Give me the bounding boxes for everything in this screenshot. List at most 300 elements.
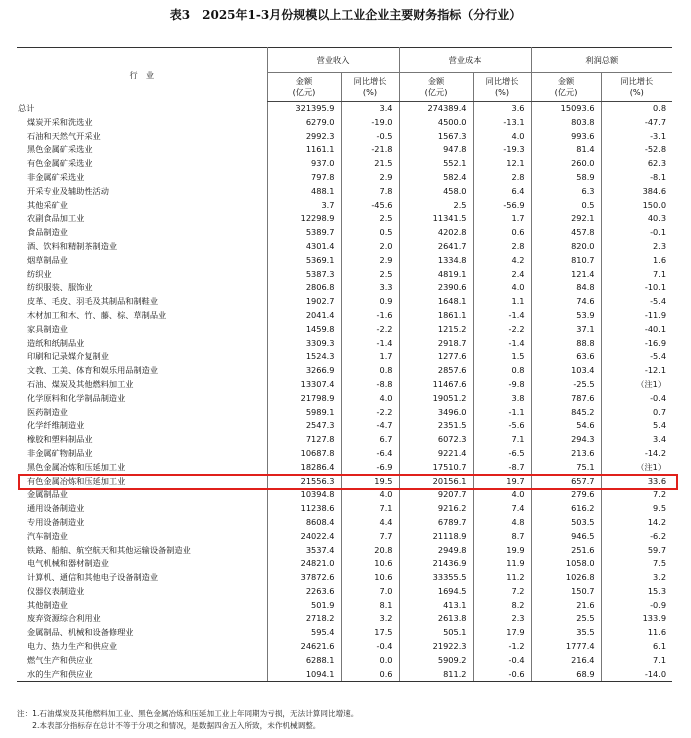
value-cell: 0.8: [601, 102, 672, 116]
value-cell: 946.5: [531, 530, 601, 544]
value-cell: （注1）: [601, 378, 672, 392]
value-cell: 5909.2: [399, 654, 473, 668]
value-cell: -40.1: [601, 323, 672, 337]
value-cell: 8.1: [341, 599, 399, 613]
industry-header: 行 业: [129, 69, 155, 80]
industry-name-cell: 橡胶和塑料制品业: [27, 434, 93, 445]
value-cell: 10.6: [341, 571, 399, 585]
value-cell: 2949.8: [399, 544, 473, 558]
table-row: [17, 337, 672, 351]
table-row: [17, 143, 672, 157]
value-cell: 88.8: [531, 337, 601, 351]
value-cell: 19.9: [473, 544, 531, 558]
value-cell: 1058.0: [531, 557, 601, 571]
value-cell: 2263.6: [267, 585, 341, 599]
value-cell: 797.8: [267, 171, 341, 185]
industry-name-cell: 石油和天然气开采业: [27, 130, 101, 141]
value-cell: 7.0: [341, 585, 399, 599]
profit-header: 利润总额: [531, 48, 672, 73]
industry-name-cell: 文教、工美、体育和娱乐用品制造业: [27, 365, 159, 376]
value-cell: 11.9: [473, 557, 531, 571]
value-cell: 54.6: [531, 419, 601, 433]
value-cell: 294.3: [531, 433, 601, 447]
value-cell: 1026.8: [531, 571, 601, 585]
value-cell: 40.3: [601, 212, 672, 226]
table-row: [17, 475, 672, 489]
value-cell: 24022.4: [267, 530, 341, 544]
table-row: [17, 281, 672, 295]
industry-name-cell: 黑色金属矿采选业: [27, 144, 93, 155]
value-cell: -19.0: [341, 116, 399, 130]
table-row: [17, 488, 672, 502]
value-cell: 6279.0: [267, 116, 341, 130]
value-cell: 1277.6: [399, 350, 473, 364]
value-cell: 6288.1: [267, 654, 341, 668]
value-cell: 4.0: [341, 392, 399, 406]
value-cell: 458.0: [399, 185, 473, 199]
table-row: [17, 419, 672, 433]
value-cell: 2.5: [341, 212, 399, 226]
table-row: [17, 171, 672, 185]
value-cell: 811.2: [399, 668, 473, 682]
value-cell: -8.1: [601, 171, 672, 185]
value-cell: 1.6: [601, 254, 672, 268]
industry-name-cell: 非金属矿物制品业: [27, 447, 93, 458]
value-cell: 2918.7: [399, 337, 473, 351]
value-cell: 1567.3: [399, 130, 473, 144]
value-cell: 2.5: [399, 199, 473, 213]
value-cell: -0.6: [473, 668, 531, 682]
value-cell: 3.6: [473, 102, 531, 116]
value-cell: 937.0: [267, 157, 341, 171]
value-cell: 59.7: [601, 544, 672, 558]
table-row: [17, 392, 672, 406]
table-row: [17, 295, 672, 309]
value-cell: 11238.6: [267, 502, 341, 516]
value-cell: 1694.5: [399, 585, 473, 599]
value-cell: 21798.9: [267, 392, 341, 406]
value-cell: 4301.4: [267, 240, 341, 254]
industry-name-cell: 专用设备制造业: [27, 516, 85, 527]
value-cell: 4.0: [473, 488, 531, 502]
value-cell: 2.3: [601, 240, 672, 254]
table-row: [17, 530, 672, 544]
value-cell: 11341.5: [399, 212, 473, 226]
value-cell: 63.6: [531, 350, 601, 364]
value-cell: 21118.9: [399, 530, 473, 544]
value-cell: 7.7: [341, 530, 399, 544]
industry-name-cell: 开采专业及辅助性活动: [27, 185, 109, 196]
value-cell: 3.2: [341, 612, 399, 626]
value-cell: 1094.1: [267, 668, 341, 682]
table-row: [17, 433, 672, 447]
table-row: [17, 323, 672, 337]
value-cell: 4.0: [473, 281, 531, 295]
value-cell: -45.6: [341, 199, 399, 213]
industry-name-cell: 有色金属冶炼和压延加工业: [27, 475, 126, 486]
value-cell: 0.8: [341, 364, 399, 378]
table-row: [17, 585, 672, 599]
value-cell: 37872.6: [267, 571, 341, 585]
value-cell: 62.3: [601, 157, 672, 171]
industry-name-cell: 纺织服装、服饰业: [27, 282, 93, 293]
table-row: [17, 640, 672, 654]
value-cell: -2.2: [341, 323, 399, 337]
value-cell: 1.5: [473, 350, 531, 364]
table-row: [17, 599, 672, 613]
value-cell: 37.1: [531, 323, 601, 337]
table-row: [17, 268, 672, 282]
revenue-amount-header: 金额 (亿元): [267, 73, 341, 102]
cost-amount-header: 金额 (亿元): [399, 73, 473, 102]
value-cell: 582.4: [399, 171, 473, 185]
table-row: [17, 654, 672, 668]
value-cell: -6.5: [473, 447, 531, 461]
value-cell: 3496.0: [399, 406, 473, 420]
industry-name-cell: 石油、煤炭及其他燃料加工业: [27, 378, 134, 389]
industry-name-cell: 计算机、通信和其他电子设备制造业: [27, 572, 159, 583]
table-row: [17, 626, 672, 640]
table-row: [17, 102, 672, 116]
value-cell: -8.7: [473, 461, 531, 475]
value-cell: 17.9: [473, 626, 531, 640]
value-cell: 6072.3: [399, 433, 473, 447]
table-row: [17, 254, 672, 268]
value-cell: 3.3: [341, 281, 399, 295]
industry-name-cell: 木材加工和木、竹、藤、棕、草制品业: [27, 309, 167, 320]
value-cell: 1.7: [341, 350, 399, 364]
industry-name-cell: 其他采矿业: [27, 199, 68, 210]
table-row: [17, 157, 672, 171]
value-cell: 503.5: [531, 516, 601, 530]
value-cell: 803.8: [531, 116, 601, 130]
value-cell: 21436.9: [399, 557, 473, 571]
value-cell: -1.2: [473, 640, 531, 654]
value-cell: 150.0: [601, 199, 672, 213]
industry-name-cell: 皮革、毛皮、羽毛及其制品和制鞋业: [27, 296, 159, 307]
value-cell: 1334.8: [399, 254, 473, 268]
table-row: [17, 516, 672, 530]
value-cell: 21.5: [341, 157, 399, 171]
value-cell: 616.2: [531, 502, 601, 516]
revenue-growth-header: 同比增长 (%): [341, 73, 399, 102]
value-cell: 21922.3: [399, 640, 473, 654]
table-row: [17, 612, 672, 626]
value-cell: 6.1: [601, 640, 672, 654]
value-cell: 4500.0: [399, 116, 473, 130]
value-cell: 0.7: [601, 406, 672, 420]
value-cell: 3.8: [473, 392, 531, 406]
value-cell: 24821.0: [267, 557, 341, 571]
note-2: 2.本表部分指标存在总计不等于分项之和情况，是数据四舍五入所致，未作机械调整。: [17, 721, 321, 730]
table-row: [17, 502, 672, 516]
value-cell: 20156.1: [399, 475, 473, 489]
value-cell: 11.6: [601, 626, 672, 640]
value-cell: 6.7: [341, 433, 399, 447]
value-cell: -1.6: [341, 309, 399, 323]
value-cell: -13.1: [473, 116, 531, 130]
industry-name-cell: 金属制品、机械和设备修理业: [27, 627, 134, 638]
value-cell: 20.8: [341, 544, 399, 558]
value-cell: 11.2: [473, 571, 531, 585]
industry-name-cell: 化学纤维制造业: [27, 420, 85, 431]
value-cell: -3.1: [601, 130, 672, 144]
value-cell: 787.6: [531, 392, 601, 406]
table-row: [17, 350, 672, 364]
value-cell: 12.1: [473, 157, 531, 171]
value-cell: 4.2: [473, 254, 531, 268]
value-cell: 274389.4: [399, 102, 473, 116]
value-cell: -0.4: [473, 654, 531, 668]
value-cell: -52.8: [601, 143, 672, 157]
value-cell: 5989.1: [267, 406, 341, 420]
value-cell: 2806.8: [267, 281, 341, 295]
value-cell: 121.4: [531, 268, 601, 282]
value-cell: 15.3: [601, 585, 672, 599]
value-cell: 5.4: [601, 419, 672, 433]
value-cell: -16.9: [601, 337, 672, 351]
value-cell: 10.6: [341, 557, 399, 571]
value-cell: 3537.4: [267, 544, 341, 558]
revenue-header: 营业收入: [267, 48, 399, 73]
value-cell: 74.6: [531, 295, 601, 309]
value-cell: 33355.5: [399, 571, 473, 585]
value-cell: 1161.1: [267, 143, 341, 157]
industry-name-cell: 烟草制品业: [27, 254, 68, 265]
value-cell: 4.0: [341, 488, 399, 502]
value-cell: -14.0: [601, 668, 672, 682]
value-cell: 488.1: [267, 185, 341, 199]
value-cell: 7.1: [601, 654, 672, 668]
industry-name-cell: 电力、热力生产和供应业: [27, 641, 118, 652]
financial-indicators-table: [17, 47, 672, 682]
value-cell: 1861.1: [399, 309, 473, 323]
value-cell: 8.2: [473, 599, 531, 613]
value-cell: 2.8: [473, 171, 531, 185]
value-cell: 1.7: [473, 212, 531, 226]
table-row: [17, 199, 672, 213]
value-cell: -56.9: [473, 199, 531, 213]
value-cell: 845.2: [531, 406, 601, 420]
industry-name-cell: 铁路、船舶、航空航天和其他运输设备制造业: [27, 544, 191, 555]
table-title: 表3 2025年1-3月份规模以上工业企业主要财务指标（分行业）: [169, 8, 522, 22]
value-cell: 0.9: [341, 295, 399, 309]
value-cell: 384.6: [601, 185, 672, 199]
value-cell: 11467.6: [399, 378, 473, 392]
value-cell: 7.2: [601, 488, 672, 502]
table-row: [17, 212, 672, 226]
industry-name-cell: 废弃资源综合利用业: [27, 613, 101, 624]
value-cell: 810.7: [531, 254, 601, 268]
value-cell: 292.1: [531, 212, 601, 226]
value-cell: 150.7: [531, 585, 601, 599]
profit-growth-header: 同比增长 (%): [601, 73, 672, 102]
value-cell: -6.4: [341, 447, 399, 461]
value-cell: -5.4: [601, 350, 672, 364]
value-cell: 2613.8: [399, 612, 473, 626]
table-row: [17, 557, 672, 571]
value-cell: 213.6: [531, 447, 601, 461]
value-cell: 8.7: [473, 530, 531, 544]
value-cell: 2351.5: [399, 419, 473, 433]
profit-amount-header: 金额 (亿元): [531, 73, 601, 102]
value-cell: 133.9: [601, 612, 672, 626]
value-cell: -21.8: [341, 143, 399, 157]
industry-name-cell: 燃气生产和供应业: [27, 654, 93, 665]
value-cell: 10687.8: [267, 447, 341, 461]
value-cell: 279.6: [531, 488, 601, 502]
value-cell: 103.4: [531, 364, 601, 378]
industry-name-cell: 医药制造业: [27, 406, 68, 417]
value-cell: 21.6: [531, 599, 601, 613]
table-row: [17, 668, 672, 682]
value-cell: -1.4: [341, 337, 399, 351]
value-cell: 5369.1: [267, 254, 341, 268]
value-cell: 1524.3: [267, 350, 341, 364]
value-cell: 13307.4: [267, 378, 341, 392]
value-cell: 0.5: [341, 226, 399, 240]
value-cell: -1.4: [473, 337, 531, 351]
value-cell: 501.9: [267, 599, 341, 613]
value-cell: 251.6: [531, 544, 601, 558]
value-cell: 9216.2: [399, 502, 473, 516]
value-cell: 0.0: [341, 654, 399, 668]
value-cell: -0.4: [601, 392, 672, 406]
value-cell: 1777.4: [531, 640, 601, 654]
industry-name-cell: 食品制造业: [27, 227, 68, 238]
note-1: 注：1.石油煤炭及其他燃料加工业、黑色金属冶炼和压延加工业上年同期为亏损，无法计算同比增速。: [17, 709, 359, 718]
value-cell: 75.1: [531, 461, 601, 475]
value-cell: 820.0: [531, 240, 601, 254]
table-row: [17, 309, 672, 323]
value-cell: 2641.7: [399, 240, 473, 254]
value-cell: 2857.6: [399, 364, 473, 378]
industry-name-cell: 汽车制造业: [27, 530, 68, 541]
industry-name-cell: 电气机械和器材制造业: [27, 558, 109, 569]
value-cell: 4.8: [473, 516, 531, 530]
value-cell: -4.7: [341, 419, 399, 433]
value-cell: -14.2: [601, 447, 672, 461]
value-cell: 19.5: [341, 475, 399, 489]
value-cell: 9.5: [601, 502, 672, 516]
value-cell: 6789.7: [399, 516, 473, 530]
value-cell: 1.1: [473, 295, 531, 309]
value-cell: -5.4: [601, 295, 672, 309]
value-cell: 947.8: [399, 143, 473, 157]
value-cell: 19051.2: [399, 392, 473, 406]
value-cell: 0.6: [341, 668, 399, 682]
value-cell: 7.1: [473, 433, 531, 447]
value-cell: 25.5: [531, 612, 601, 626]
value-cell: 2.8: [473, 240, 531, 254]
value-cell: 2.4: [473, 268, 531, 282]
industry-name-cell: 非金属矿采选业: [27, 171, 85, 182]
value-cell: 552.1: [399, 157, 473, 171]
table-row: [17, 364, 672, 378]
value-cell: 3309.3: [267, 337, 341, 351]
value-cell: 10394.8: [267, 488, 341, 502]
value-cell: （注1）: [601, 461, 672, 475]
value-cell: 84.8: [531, 281, 601, 295]
value-cell: -19.3: [473, 143, 531, 157]
table-notes: [17, 708, 358, 732]
value-cell: 4819.1: [399, 268, 473, 282]
value-cell: 7.1: [341, 502, 399, 516]
value-cell: 3266.9: [267, 364, 341, 378]
table-row: [17, 461, 672, 475]
value-cell: -2.2: [341, 406, 399, 420]
cost-growth-header: 同比增长 (%): [473, 73, 531, 102]
industry-name-cell: 纺织业: [27, 268, 52, 279]
value-cell: 4202.8: [399, 226, 473, 240]
value-cell: 9207.7: [399, 488, 473, 502]
table-row: [17, 406, 672, 420]
value-cell: 3.7: [267, 199, 341, 213]
value-cell: 81.4: [531, 143, 601, 157]
industry-name-cell: 水的生产和供应业: [17, 668, 267, 682]
value-cell: 6.3: [531, 185, 601, 199]
value-cell: -5.6: [473, 419, 531, 433]
value-cell: 17510.7: [399, 461, 473, 475]
table-row: [17, 447, 672, 461]
value-cell: 7.2: [473, 585, 531, 599]
value-cell: 1459.8: [267, 323, 341, 337]
value-cell: 2041.4: [267, 309, 341, 323]
value-cell: 0.5: [531, 199, 601, 213]
table-row: [17, 378, 672, 392]
value-cell: -1.1: [473, 406, 531, 420]
value-cell: 2.0: [341, 240, 399, 254]
cost-header: 营业成本: [399, 48, 531, 73]
industry-name-cell: 酒、饮料和精制茶制造业: [27, 240, 118, 251]
value-cell: 7.5: [601, 557, 672, 571]
value-cell: -6.9: [341, 461, 399, 475]
value-cell: -6.2: [601, 530, 672, 544]
industry-name-cell: 煤炭开采和洗选业: [27, 116, 93, 127]
table-row: [17, 185, 672, 199]
value-cell: 2.9: [341, 171, 399, 185]
value-cell: 3.4: [341, 102, 399, 116]
value-cell: -0.1: [601, 226, 672, 240]
value-cell: 14.2: [601, 516, 672, 530]
table-row: [17, 226, 672, 240]
value-cell: -0.5: [341, 130, 399, 144]
value-cell: -12.1: [601, 364, 672, 378]
value-cell: 35.5: [531, 626, 601, 640]
industry-name-cell: 造纸和纸制品业: [27, 337, 85, 348]
value-cell: 595.4: [267, 626, 341, 640]
value-cell: -2.2: [473, 323, 531, 337]
table-row: [17, 240, 672, 254]
industry-name-cell: 化学原料和化学制品制造业: [27, 392, 126, 403]
table-body: [17, 102, 672, 682]
table-row: [17, 116, 672, 130]
value-cell: 505.1: [399, 626, 473, 640]
value-cell: -25.5: [531, 378, 601, 392]
value-cell: 15093.6: [531, 102, 601, 116]
value-cell: 33.6: [601, 475, 672, 489]
industry-name-cell: 农副食品加工业: [27, 213, 85, 224]
value-cell: 18286.4: [267, 461, 341, 475]
value-cell: -8.8: [341, 378, 399, 392]
value-cell: 8608.4: [267, 516, 341, 530]
value-cell: 5389.7: [267, 226, 341, 240]
value-cell: 2.9: [341, 254, 399, 268]
value-cell: -47.7: [601, 116, 672, 130]
value-cell: 12298.9: [267, 212, 341, 226]
value-cell: 657.7: [531, 475, 601, 489]
value-cell: 2992.3: [267, 130, 341, 144]
